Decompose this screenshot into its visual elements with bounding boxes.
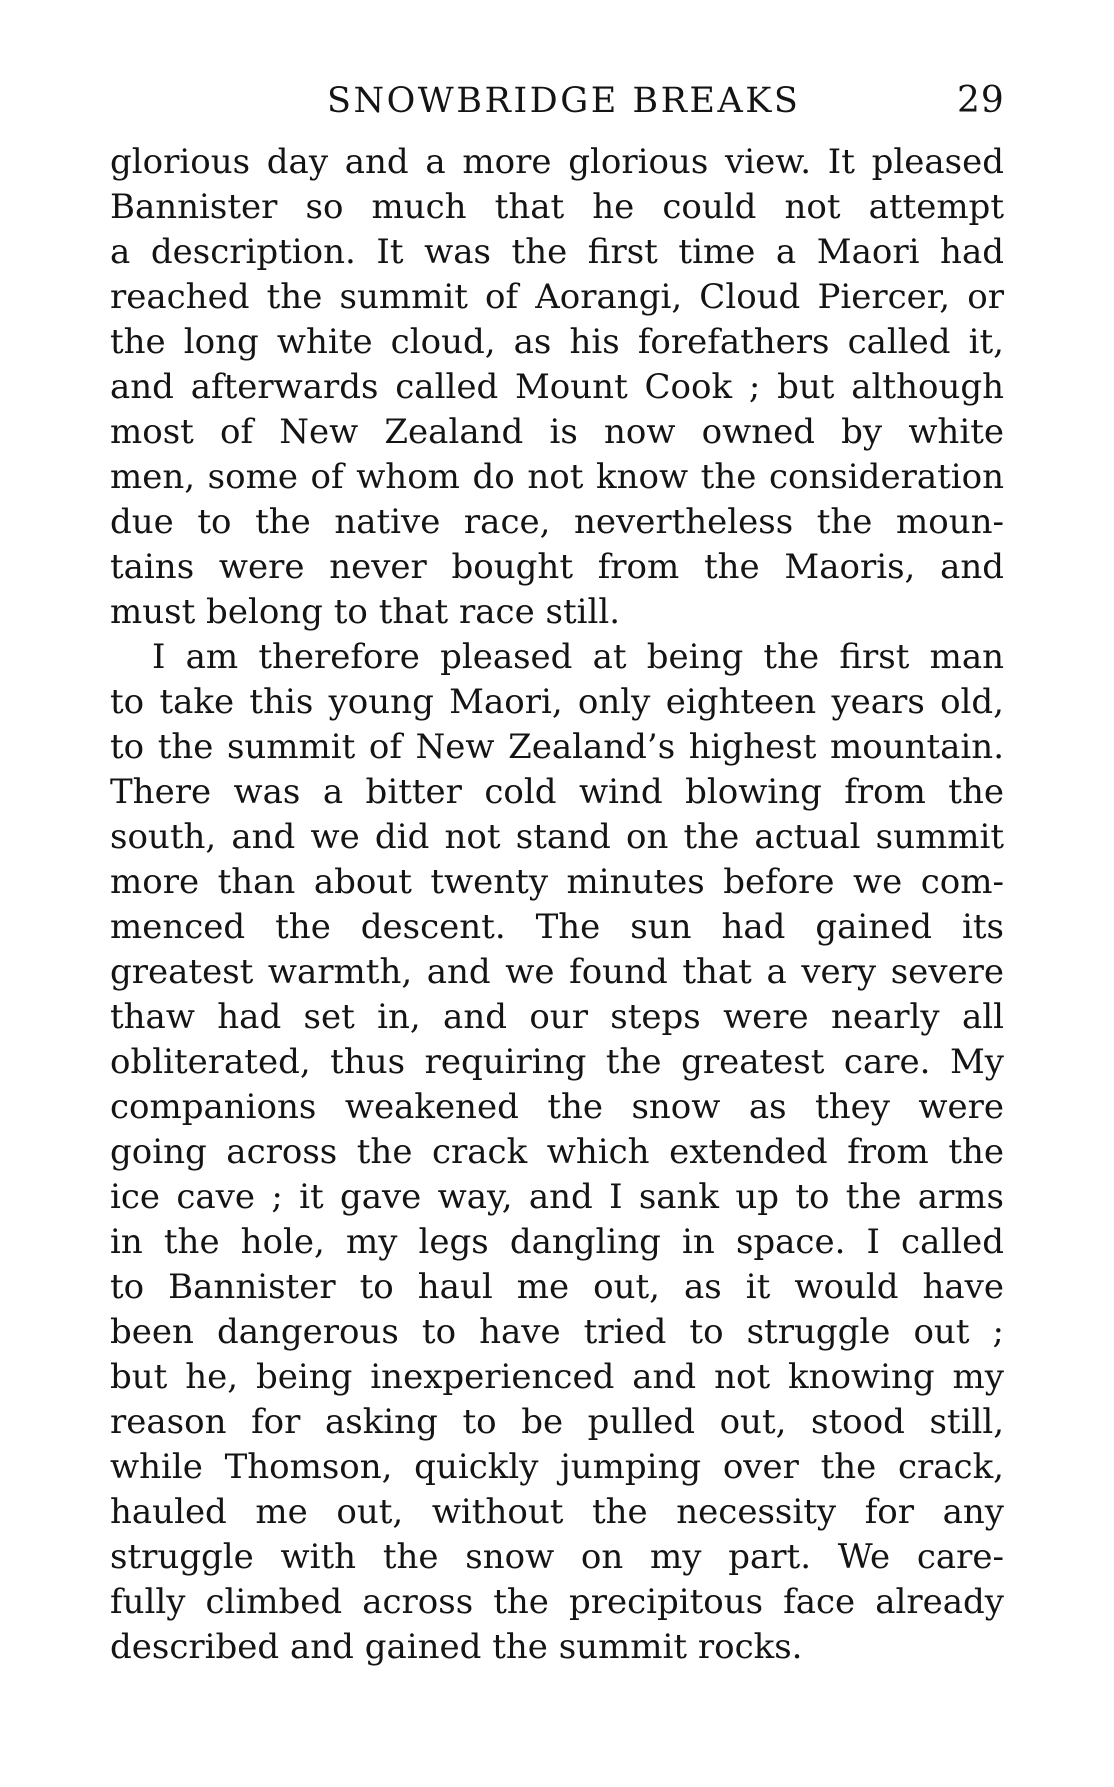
text-line: most of New Zealand is now owned by white [110,412,1004,452]
paragraph [110,140,1004,635]
page-number: 29 [957,80,1005,121]
text-line: struggle with the snow on my part. We care- [110,1537,1004,1577]
text-line: to Bannister to haul me out, as it would have [110,1267,1004,1307]
text-line: due to the native race, nevertheless the moun- [110,502,1004,542]
text-line: greatest warmth, and we found that a very severe [110,952,1004,992]
text-line: There was a bitter cold wind blowing from the [110,772,1004,812]
text-line: to the summit of New Zealand’s highest mountain. [110,727,1004,767]
page-header [0,76,1114,126]
text-line: but he, being inexperienced and not knowing my [110,1357,1004,1397]
text-line: south, and we did not stand on the actual summit [110,817,1004,857]
text-line: companions weakened the snow as they were [110,1087,1004,1127]
text-line: menced the descent. The sun had gained its [110,907,1004,947]
text-line: hauled me out, without the necessity for any [110,1492,1004,1532]
text-line: and afterwards called Mount Cook ; but although [110,367,1004,407]
text-line: thaw had set in, and our steps were nearly all [110,997,1004,1037]
text-line: fully climbed across the precipitous face already [110,1582,1004,1622]
text-line: Bannister so much that he could not attempt [110,187,1004,227]
text-line: reached the summit of Aorangi, Cloud Piercer, or [110,277,1004,317]
text-line: glorious day and a more glorious view. It pleased [110,142,1004,182]
body-text [110,140,1004,1670]
text-line: going across the crack which extended from the [110,1132,1004,1172]
text-line: must belong to that race still. [110,592,621,632]
text-line: I am therefore pleased at being the first man [152,637,1004,677]
text-line: a description. It was the first time a Maori had [110,232,1004,272]
text-line: tains were never bought from the Maoris, and [110,547,1004,587]
text-line: been dangerous to have tried to struggle out ; [110,1312,1004,1352]
text-line: while Thomson, quickly jumping over the crack, [110,1447,1004,1487]
text-line: in the hole, my legs dangling in space. I called [110,1222,1004,1262]
text-line: described and gained the summit rocks. [110,1627,803,1667]
running-title: SNOWBRIDGE BREAKS [327,81,801,121]
paragraph [110,635,1004,1670]
text-line: more than about twenty minutes before we com- [110,862,1004,902]
text-line: ice cave ; it gave way, and I sank up to the arms [110,1177,1004,1217]
text-line: reason for asking to be pulled out, stood still, [110,1402,1004,1442]
text-line: obliterated, thus requiring the greatest care. My [110,1042,1004,1082]
text-line: to take this young Maori, only eighteen years old, [110,682,1004,722]
text-line: the long white cloud, as his forefathers called it, [110,322,1004,362]
text-line: men, some of whom do not know the consideration [110,457,1004,497]
